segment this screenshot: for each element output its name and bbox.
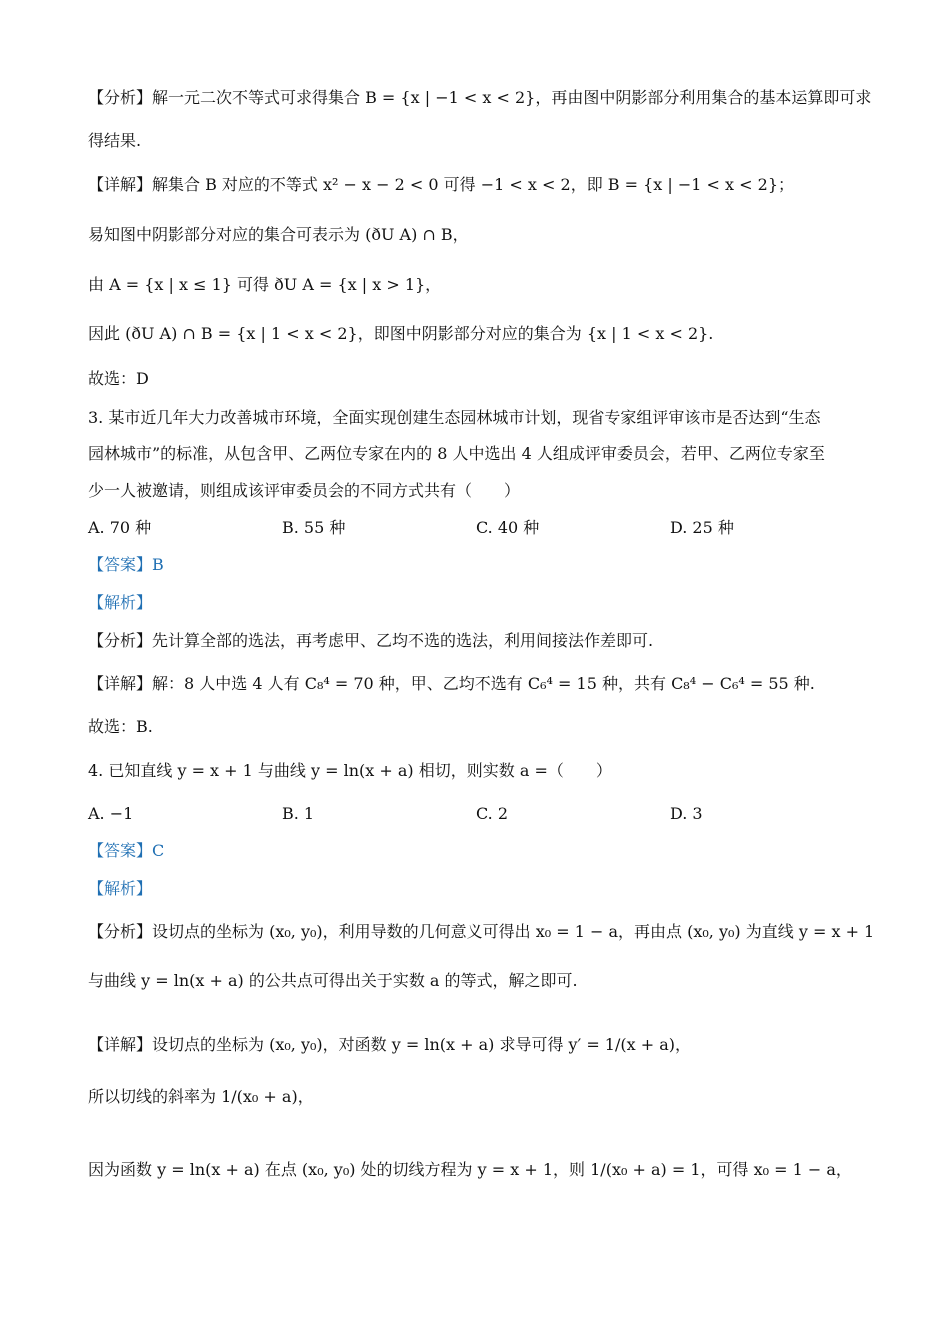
q4-stem: 4. 已知直线 y = x + 1 与曲线 y = ln(x + a) 相切，则实数 a =（ ） [88, 761, 612, 780]
q4-option-c: C. 2 [476, 804, 509, 823]
q3-option-d: D. 25 种 [670, 518, 734, 537]
q3-option-b: B. 55 种 [282, 518, 346, 537]
q4-detail-3: 因为函数 y = ln(x + a) 在点 (x₀, y₀) 处的切线方程为 y = x + 1，则 1/(x₀ + a) = 1，可得 x₀ = 1 − a， [88, 1160, 852, 1179]
q4-analysis-1: 【分析】设切点的坐标为 (x₀, y₀)，利用导数的几何意义可得出 x₀ = 1 − a，再由点 (x₀, y₀) 为直线 y = x + 1 [88, 922, 875, 941]
line-detail-3: 由 A = {x | x ≤ 1} 可得 ðU A = {x | x > 1}， [88, 275, 442, 294]
line-answer-q2: 故选：D [88, 369, 149, 388]
q4-analysis-2: 与曲线 y = ln(x + a) 的公共点可得出关于实数 a 的等式，解之即可. [88, 971, 578, 990]
q4-answer-label: 【答案】C [88, 841, 165, 860]
q3-stem-3: 少一人被邀请，则组成该评审委员会的不同方式共有（ ） [88, 481, 521, 500]
q3-choice: 故选：B. [88, 717, 153, 736]
line-detail-2: 易知图中阴影部分对应的集合可表示为 (ðU A) ∩ B， [88, 225, 469, 244]
q3-answer-label: 【答案】B [88, 555, 164, 574]
line-analysis-1: 【分析】解一元二次不等式可求得集合 B = {x | −1 < x < 2}，再由图中阴影部分利用集合的基本运算即可求 [88, 88, 872, 107]
q3-option-c: C. 40 种 [476, 518, 540, 537]
q3-option-a: A. 70 种 [88, 518, 152, 537]
line-analysis-2: 得结果. [88, 131, 142, 150]
q3-stem-2: 园林城市”的标准，从包含甲、乙两位专家在内的 8 人中选出 4 人组成评审委员会，若甲、乙两位专家至 [88, 444, 825, 463]
line-detail-1: 【详解】解集合 B 对应的不等式 x² − x − 2 < 0 可得 −1 < x < 2，即 B = {x | −1 < x < 2}； [88, 175, 795, 194]
q4-solution-label: 【解析】 [88, 879, 153, 898]
q3-solution-label: 【解析】 [88, 593, 153, 612]
line-detail-4: 因此 (ðU A) ∩ B = {x | 1 < x < 2}，即图中阴影部分对应的集合为 {x | 1 < x < 2}. [88, 324, 714, 343]
q4-detail-1: 【详解】设切点的坐标为 (x₀, y₀)，对函数 y = ln(x + a) 求导可得 y′ = 1/(x + a)， [88, 1035, 692, 1054]
q3-stem-1: 3. 某市近几年大力改善城市环境，全面实现创建生态园林城市计划，现省专家组评审该市是否达到“生态 [88, 408, 821, 427]
q4-detail-2: 所以切线的斜率为 1/(x₀ + a)， [88, 1087, 314, 1106]
q4-option-d: D. 3 [670, 804, 703, 823]
q3-analysis: 【分析】先计算全部的选法，再考虑甲、乙均不选的选法，利用间接法作差即可. [88, 631, 654, 650]
q4-option-a: A. −1 [88, 804, 134, 823]
q4-option-b: B. 1 [282, 804, 315, 823]
q3-detail: 【详解】解：8 人中选 4 人有 C₈⁴ = 70 种，甲、乙均不选有 C₆⁴ = 15 种，共有 C₈⁴ − C₆⁴ = 55 种. [88, 674, 815, 693]
